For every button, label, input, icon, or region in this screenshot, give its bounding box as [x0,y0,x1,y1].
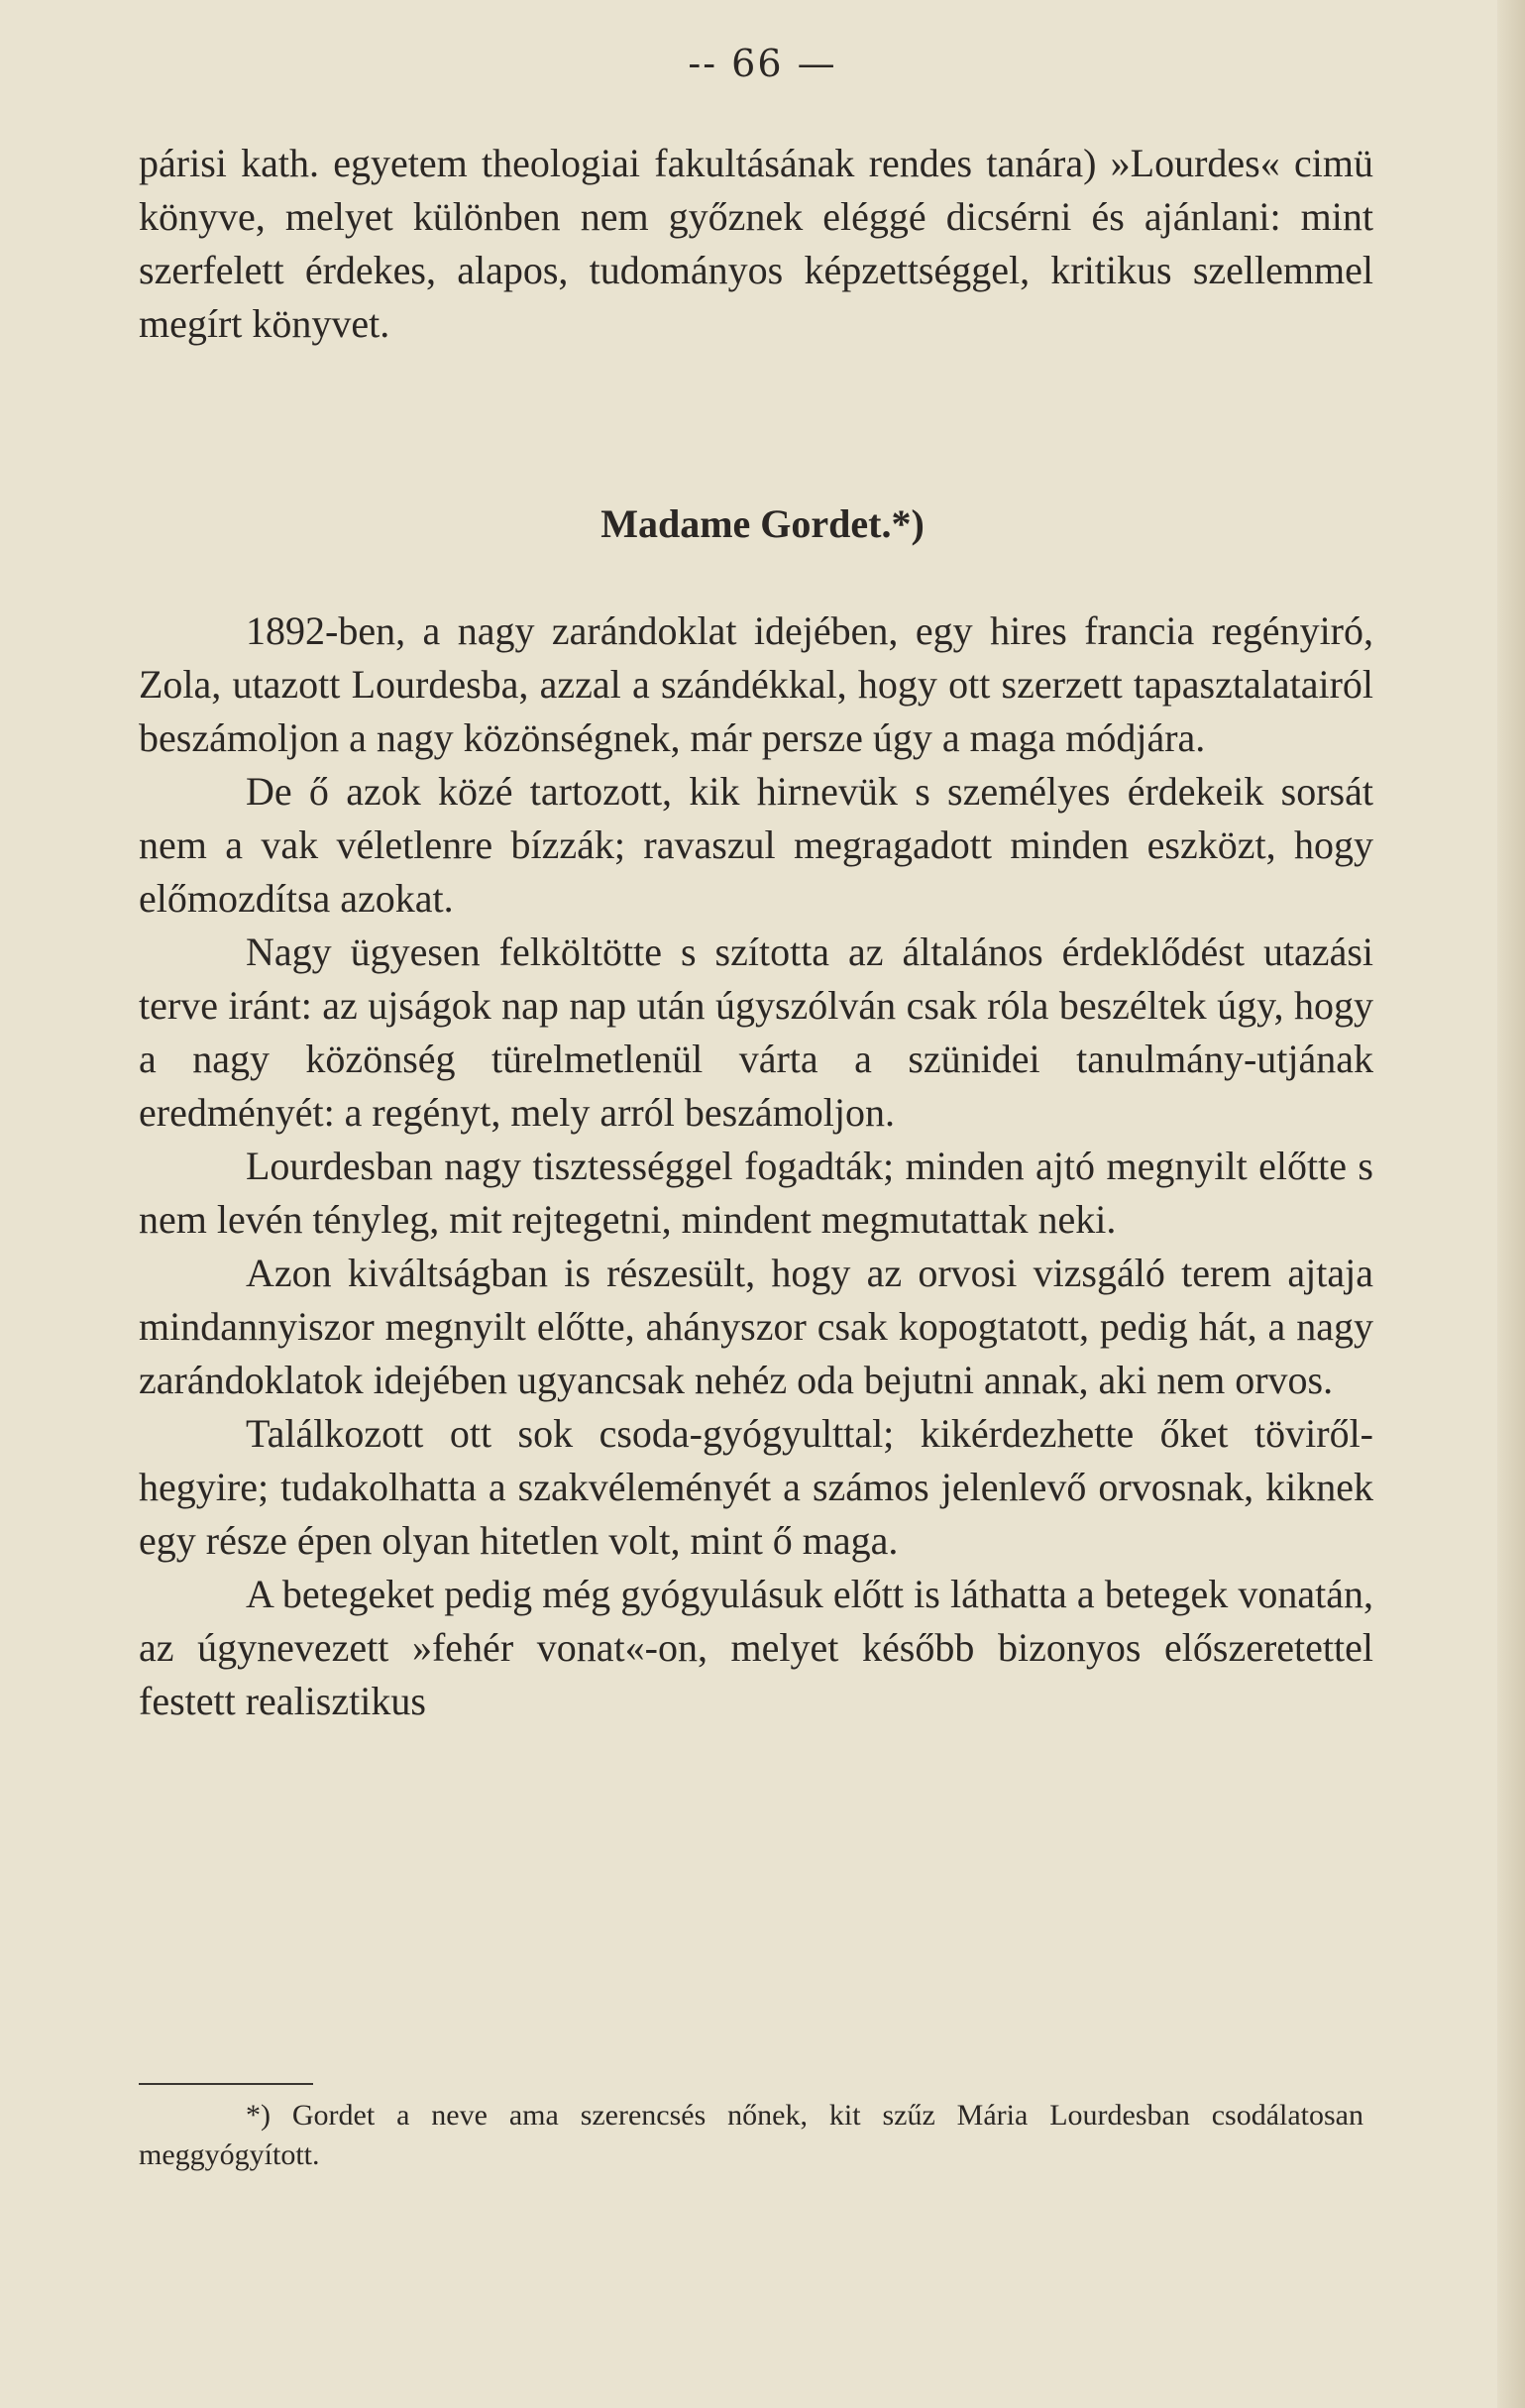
paragraph: De ő azok közé tartozott, kik hirnevük s személyes érdekeik sorsát nem a vak véletlenre bízzák; ravaszul megragadott minden eszközt, hogy előmozdítsa azokat. [139,769,1373,921]
paragraph: 1892-ben, a nagy zarándoklat idejében, egy hires francia regényiró, Zola, utazott Lourdesba, azzal a szándékkal, hogy ott szerzett tapasztalatairól beszámoljon a nagy közönségnek, már persze úgy a maga módjára. [139,608,1373,760]
section-heading: Madame Gordet.*) [600,501,925,546]
footnote: *) Gordet a neve ama szerencsés nőnek, kit szűz Mária Lourdesban csodálatosan meggyógyított. [139,2099,1363,2171]
page-number: -- 66 — [688,42,837,85]
intro-paragraph-block [139,137,1373,351]
paragraph: Találkozott ott sok csoda-gyógyulttal; kikérdezhette őket töviről-hegyire; tudakolhatta a szakvéleményét a számos jelenlevő orvosnak, kiknek egy része épen olyan hitetlen volt, mint ő maga. [139,1411,1373,1563]
paragraph: Azon kiváltságban is részesült, hogy az orvosi vizsgáló terem ajtaja mindannyiszor megnyilt előtte, ahányszor csak kopogtatott, pedig hát, a nagy zarándoklatok idejében ugyancsak nehéz oda bejutni annak, aki nem orvos. [139,1251,1373,1402]
paragraph: Nagy ügyesen felköltötte s szította az általános érdeklődést utazási terve iránt: az ujságok nap nap után úgyszólván csak róla beszéltek úgy, hogy a nagy közönség türelmetlenül várta a szünidei tanulmány-utjának eredményét: a regényt, mely arról beszámoljon. [139,930,1373,1135]
paragraph: A betegeket pedig még gyógyulásuk előtt is láthatta a betegek vonatán, az úgynevezett »fehér vonat«-on, melyet később bizonyos előszeretettel festett realisztikus [139,1572,1373,1723]
paragraph: Lourdesban nagy tisztességgel fogadták; minden ajtó megnyilt előtte s nem levén tényleg, mit rejtegetni, mindent megmutattak neki. [139,1144,1373,1242]
footnote-divider [139,2083,313,2085]
body-text [139,604,1373,1728]
intro-paragraph: párisi kath. egyetem theologiai fakultásának rendes tanára) »Lourdes« cimü könyve, melyet különben nem győznek eléggé dicsérni és ajánlani: mint szerfelett érdekes, alapos, tudományos képzettséggel, kritikus szellemmel megírt könyvet. [139,141,1373,346]
page-edge [1497,0,1525,2408]
